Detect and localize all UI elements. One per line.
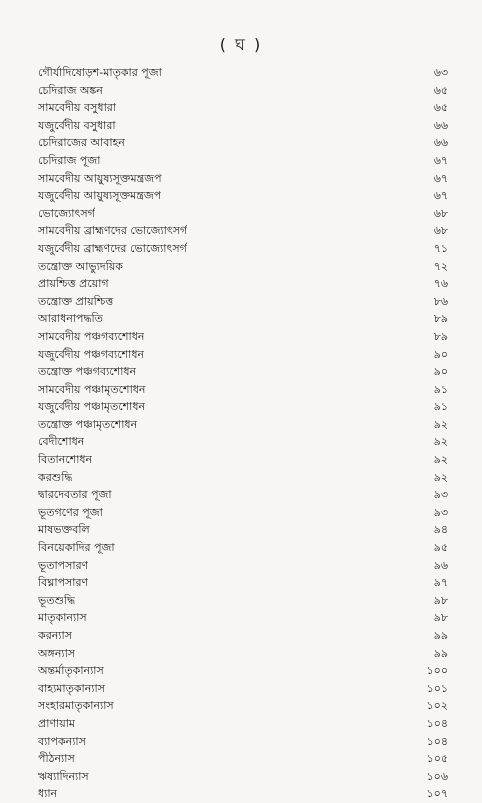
toc-entry <box>38 346 448 364</box>
toc-entry-page-number: ৯২ <box>433 453 448 467</box>
toc-entry-title: প্রায়শ্চিত্ত প্রয়োগ <box>38 277 109 291</box>
toc-entry-title: আরাধনাপদ্ধতি <box>38 312 103 326</box>
toc-entry-page-number: ১০৬ <box>426 769 448 783</box>
toc-entry-title: বাহ্যমাতৃকান্যাস <box>38 681 105 695</box>
toc-entry-page-number: ১০০ <box>426 664 448 678</box>
toc-entry-page-number: ৬৭ <box>433 171 448 185</box>
toc-entry-page-number: ৯২ <box>433 435 448 449</box>
page-marker: ( ঘ ) <box>219 35 263 54</box>
toc-entry <box>38 381 448 399</box>
toc-entry <box>38 117 448 135</box>
toc-entry-page-number: ৯৫ <box>433 541 448 555</box>
toc-entry-title: মাষভক্তবলি <box>38 523 90 537</box>
toc-entry-title: দ্বারদেবতার পূজা <box>38 488 112 502</box>
toc-entry <box>38 398 448 416</box>
toc-entry <box>38 328 448 346</box>
toc-entry-page-number: ৯৭ <box>433 576 448 590</box>
toc-entry-title: বিনয়েকাদির পূজা <box>38 541 115 555</box>
toc-entry-title: যজুর্বেদীয় পঞ্চগব্যশোধন <box>38 347 145 361</box>
toc-entry-title: মাতৃকান্যাস <box>38 611 87 625</box>
toc-entry-title: সামবেদীয় ব্রাহ্মণদের ভোজ্যোৎসর্গ <box>38 224 188 238</box>
toc-entry <box>38 627 448 645</box>
toc-entry-title: ধ্যান <box>38 787 58 801</box>
toc-entry-page-number: ৯০ <box>433 365 448 379</box>
toc-entry-title: যজুর্বেদীয় ব্রাহ্মণদের ভোজ্যোৎসর্গ <box>38 241 187 255</box>
toc-entry-title: ভূতগণের পূজা <box>38 505 103 519</box>
toc-entry-page-number: ৭৬ <box>433 277 448 291</box>
toc-entry <box>38 645 448 663</box>
toc-entry-page-number: ৯৯ <box>433 646 448 660</box>
toc-entry <box>38 64 448 82</box>
toc-entry <box>38 733 448 751</box>
toc-entry-title: চেদিরাজ অঙ্কন <box>38 83 103 97</box>
toc-entry-title: করন্যাস <box>38 629 72 642</box>
toc-entry <box>38 521 448 539</box>
toc-entry-page-number: ৯৩ <box>433 488 448 502</box>
toc-entry <box>38 557 448 575</box>
toc-entry <box>38 433 448 451</box>
toc-entry-title: তন্ত্রোক্ত আভ্যুদয়িক <box>38 259 124 273</box>
toc-entry-page-number: ৮৬ <box>433 294 448 308</box>
toc-entry-page-number: ৯৩ <box>433 505 448 519</box>
toc-entry <box>38 363 448 381</box>
toc-entry <box>38 504 448 522</box>
toc-entry-page-number: ৯৮ <box>433 593 448 607</box>
toc-entry-page-number: ৮৯ <box>433 329 448 343</box>
toc-entry-title: ভোজ্যোৎসর্গ <box>38 206 95 220</box>
toc-entry-page-number: ৯১ <box>433 382 448 396</box>
toc-entry-title: সামবেদীয় বসুধারা <box>38 101 116 115</box>
toc-entry <box>38 609 448 627</box>
toc-entry <box>38 697 448 715</box>
toc-entry <box>38 680 448 698</box>
toc-entry <box>38 416 448 434</box>
toc-entry-page-number: ৯৯ <box>433 629 448 642</box>
toc-entry-page-number: ৬৫ <box>433 83 448 97</box>
toc-entry <box>38 275 448 293</box>
toc-entry <box>38 592 448 610</box>
toc-entry-page-number: ৬৭ <box>433 153 448 167</box>
toc-entry-title: বিতানশোধন <box>38 453 93 467</box>
toc-entry <box>38 187 448 205</box>
toc-entry <box>38 768 448 786</box>
toc-entry <box>38 469 448 487</box>
toc-entry <box>38 715 448 733</box>
toc-entry-title: প্রাণায়াম <box>38 716 76 730</box>
toc-entry-page-number: ৬৮ <box>433 224 448 238</box>
toc-entry-page-number: ১০৫ <box>426 752 448 766</box>
toc-entry <box>38 293 448 311</box>
toc-entry-title: ঋষ্যাদিন্যাস <box>38 769 89 783</box>
toc-entry-title: চেদিরাজ পূজা <box>38 153 101 167</box>
toc-entry-title: ভূতাপসারণ <box>38 558 89 572</box>
toc-entry <box>38 750 448 768</box>
toc-entry-title: যজুর্বেদীয় বসুধারা <box>38 118 116 132</box>
toc-entry-page-number: ৬৬ <box>433 136 448 150</box>
toc-entry-page-number: ৮৯ <box>433 312 448 326</box>
toc-entry-page-number: ৯২ <box>433 470 448 484</box>
toc-entry-title: অন্তর্মাতৃকান্যাস <box>38 664 104 678</box>
toc-entry-title: পীঠন্যাস <box>38 752 75 766</box>
toc-entry <box>38 486 448 504</box>
toc-entry-page-number: ৬৮ <box>433 206 448 220</box>
toc-entry-page-number: ৯৮ <box>433 611 448 625</box>
toc-entry <box>38 310 448 328</box>
toc-entry-title: বিঘ্নাপসারণ <box>38 576 89 590</box>
toc-entry <box>38 240 448 258</box>
toc-entry-title: তন্ত্রোক্ত পঞ্চগব্যশোধন <box>38 365 137 379</box>
toc-entry-title: সামবেদীয় পঞ্চামৃতশোধন <box>38 382 146 396</box>
toc-entry-title: যজুর্বেদীয় আয়ুষ্যসূক্তমন্ত্রজপ <box>38 189 162 203</box>
toc-entry-title: চেদিরাজের আবাহন <box>38 136 125 150</box>
toc-entry-page-number: ১০৭ <box>426 787 448 801</box>
toc-entry-title: গৌর্যাদিষোড়শ-মাতৃকার পূজা <box>38 66 162 79</box>
toc-entry-page-number: ৯১ <box>433 400 448 414</box>
toc-entry <box>38 222 448 240</box>
toc-entry <box>38 152 448 170</box>
toc-entry-title: ভূতশুদ্ধি <box>38 593 76 607</box>
toc-entry-title: ব্যাপকন্যাস <box>38 734 86 748</box>
toc-entry-page-number: ৬৭ <box>433 189 448 203</box>
toc-entry-page-number: ৯০ <box>433 347 448 361</box>
toc-entry <box>38 539 448 557</box>
toc-entry-title: যজুর্বেদীয় পঞ্চামৃতশোধন <box>38 400 146 414</box>
toc-entry-page-number: ১০৪ <box>426 734 448 748</box>
toc-entry <box>38 451 448 469</box>
toc-entry-page-number: ৬৬ <box>433 118 448 132</box>
toc-entry-title: সামবেদীয় পঞ্চগব্যশোধন <box>38 329 145 343</box>
toc-entry-page-number: ১০১ <box>426 681 448 695</box>
toc-entry <box>38 574 448 592</box>
toc-entry <box>38 170 448 188</box>
toc-entry <box>38 205 448 223</box>
toc-entry-title: সামবেদীয় আয়ুষ্যসূক্তমন্ত্রজপ <box>38 171 162 185</box>
toc-entry <box>38 258 448 276</box>
toc-entry <box>38 82 448 100</box>
toc-entry-title: তন্ত্রোক্ত পঞ্চামৃতশোধন <box>38 417 138 431</box>
table-of-contents <box>38 64 448 803</box>
toc-entry-title: সংহারমাতৃকান্যাস <box>38 699 114 713</box>
toc-entry-page-number: ৯৪ <box>433 523 448 537</box>
toc-entry-title: অঙ্গন্যাস <box>38 646 76 660</box>
toc-entry-page-number: ১০৪ <box>426 716 448 730</box>
toc-entry-page-number: ৭২ <box>433 259 448 273</box>
toc-entry-title: তন্ত্রোক্ত প্রায়শ্চিত্ত <box>38 294 114 308</box>
toc-entry <box>38 662 448 680</box>
toc-entry <box>38 134 448 152</box>
toc-entry <box>38 99 448 117</box>
toc-entry-page-number: ৯৬ <box>433 558 448 572</box>
toc-entry-page-number: ৯২ <box>433 417 448 431</box>
toc-entry-title: বেদীশোধন <box>38 435 85 449</box>
toc-entry-page-number: ৬৩ <box>433 66 448 79</box>
toc-entry-page-number: ১০২ <box>426 699 448 713</box>
toc-entry-title: করশুদ্ধি <box>38 470 73 484</box>
toc-entry <box>38 785 448 803</box>
toc-entry-page-number: ৭১ <box>433 241 448 255</box>
toc-entry-page-number: ৬৫ <box>433 101 448 115</box>
